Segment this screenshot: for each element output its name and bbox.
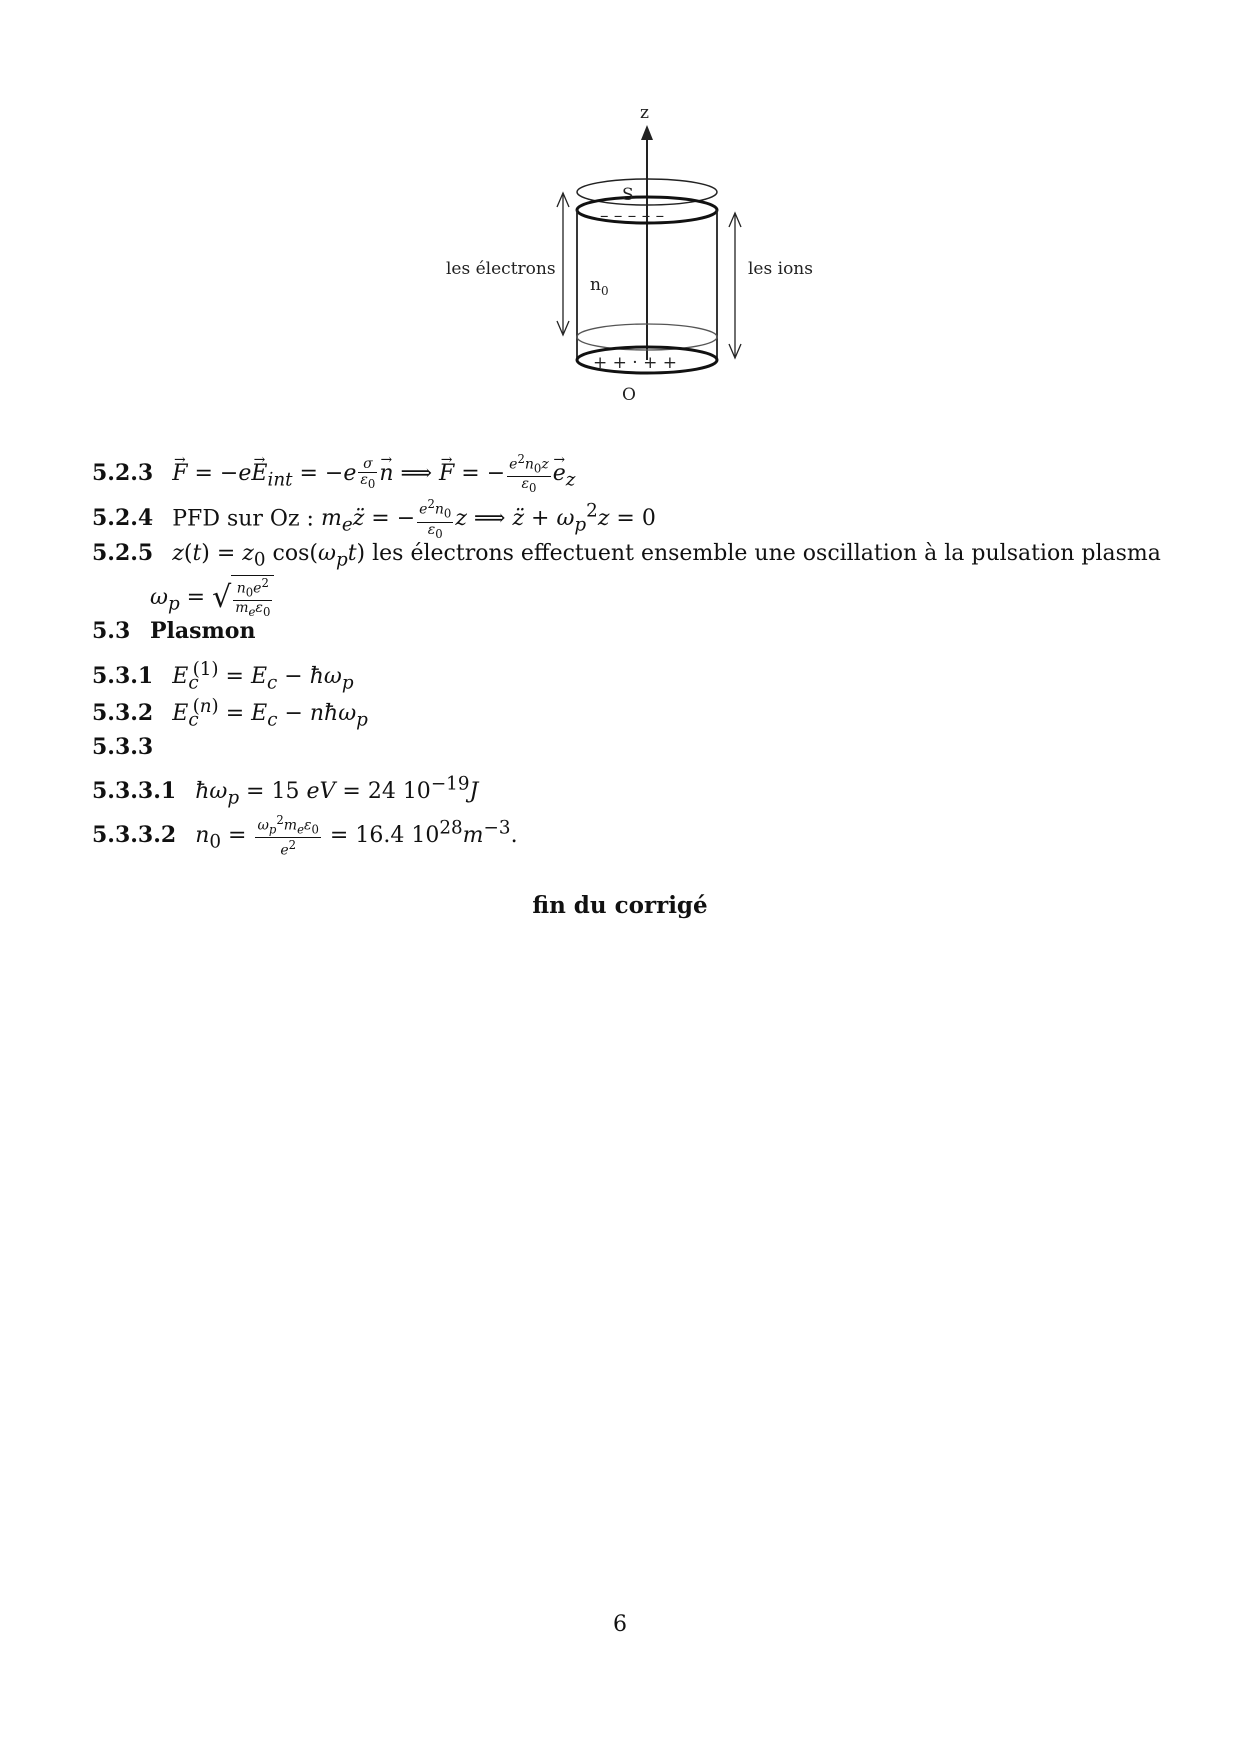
z-axis-label: z xyxy=(640,103,649,123)
item-number: 5.3.3 xyxy=(92,734,154,760)
equation: $n_0$ = $\frac{\omega_p^2m_e\varepsilon_0}{e^2}$ = 16.4 $10^{28}m^{-3}$. xyxy=(195,813,518,860)
item-number: 5.3.3.2 xyxy=(92,822,177,849)
item-text: PFD sur Oz : xyxy=(172,506,314,532)
page-number: 6 xyxy=(613,1612,627,1637)
equation: $z(t) = z_0$ $\cos(\omega_pt)$ xyxy=(172,541,366,571)
answer-5-3-3-1 xyxy=(92,770,478,814)
item-number: 5.2.4 xyxy=(92,505,154,532)
bottom-charges: + + · + + xyxy=(593,353,677,373)
equation: $E_c^{(1)} = E_c$ − $ħ\omega_p$ xyxy=(172,659,354,694)
answer-5-2-4 xyxy=(92,497,656,541)
z-arrow-head xyxy=(641,125,653,140)
equation: $E_c^{(n)} = E_c$ − nħω$_p$ xyxy=(172,696,368,731)
density-label: $n_0$ xyxy=(590,275,609,298)
item-number: 5.3.3.1 xyxy=(92,778,177,805)
answer-5-2-5 xyxy=(92,538,1161,575)
item-number: 5.3.2 xyxy=(92,700,154,727)
answer-5-3-2 xyxy=(92,692,368,736)
item-number: 5.3.1 xyxy=(92,663,154,690)
surface-label: S xyxy=(622,185,634,205)
equation: $m_ez̈$ = − $\frac{e^2n_0}{\varepsilon_0}$ z ⟹ z̈ + $\omega_p^2z = 0$ xyxy=(320,497,656,541)
equation: $ħ\omega_p = 15$ eV = 24 $10^{-19}J$ xyxy=(195,774,479,809)
answer-5-2-3 xyxy=(92,452,575,496)
left-label: les électrons xyxy=(446,259,556,279)
item-text: les électrons effectuent ensemble une oscillation à la pulsation plasma xyxy=(372,541,1161,566)
section-5-3 xyxy=(92,616,255,646)
item-number: 5.2.3 xyxy=(92,460,154,487)
end-of-correction: fin du corrigé xyxy=(532,892,708,919)
answer-5-3-3 xyxy=(92,732,165,763)
cylinder-figure xyxy=(0,0,1240,430)
plasma-frequency-formula: $\omega_p$ = √ $\frac{n_0e^2}{m_e\varepsilon_0}$ xyxy=(150,575,274,620)
item-number: 5.3 xyxy=(92,618,131,644)
answer-5-3-3-2 xyxy=(92,813,518,859)
top-charges: – – – – – xyxy=(600,206,665,226)
origin-label: O xyxy=(622,385,636,405)
equation: → $F = -e\to E_{int} = -e$ $\frac{\sigma}{\varepsilon_0}$ → n ⟹ → F = − $\frac{e^2n_0z}{\varepsilon_0}$ → $e_z$ xyxy=(172,461,575,486)
item-number: 5.2.5 xyxy=(92,540,154,566)
right-label: les ions xyxy=(748,259,813,279)
section-title: Plasmon xyxy=(149,618,256,644)
